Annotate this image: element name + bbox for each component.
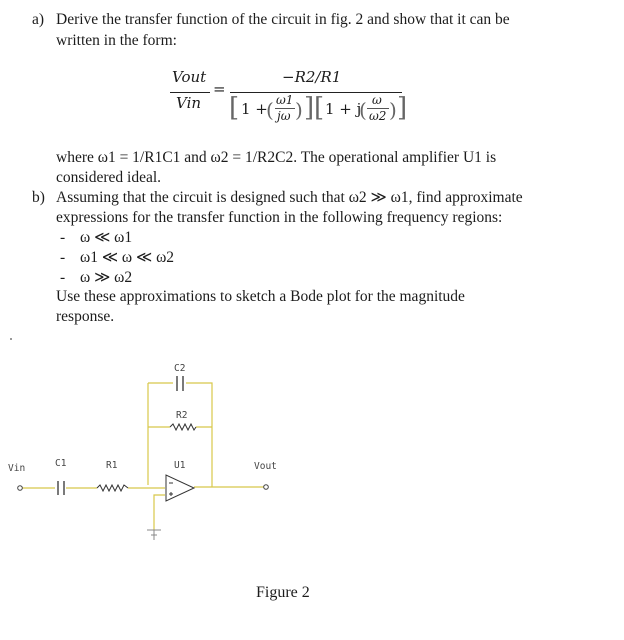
- vin-terminal: [18, 486, 23, 491]
- eq-w1: ω1: [276, 93, 294, 107]
- eq-one-a: 1 +: [241, 100, 268, 118]
- part-a-label: a): [32, 11, 45, 28]
- part-b-line2: expressions for the transfer function in the following frequency regions:: [56, 209, 503, 226]
- eq-bracket-close-1: ]: [304, 93, 315, 123]
- eq-w2: ω2: [369, 109, 387, 123]
- eq-one-b: 1 + j: [325, 100, 362, 118]
- eq-bracket-close-2: ]: [397, 93, 408, 123]
- eq-bracket-open-2: [: [314, 93, 325, 123]
- scan-speck: [10, 338, 12, 340]
- part-a-line2: written in the form:: [56, 32, 177, 49]
- ground-symbol: [147, 530, 161, 540]
- part-b-line4: response.: [56, 308, 115, 325]
- part-b-label: b): [32, 189, 45, 206]
- bullet-1: ω ≪ ω1: [80, 229, 133, 246]
- where-line2: considered ideal.: [56, 169, 162, 186]
- eq-lhs-denominator: Vin: [176, 94, 202, 112]
- bullet-2: ω1 ≪ ω ≪ ω2: [80, 249, 175, 266]
- where-line1: where ω1 = 1/R1C1 and ω2 = 1/R2C2. The operational amplifier U1 is: [56, 149, 497, 166]
- label-r2: R2: [176, 410, 188, 421]
- ground-wire: [154, 495, 165, 530]
- label-vout: Vout: [254, 461, 277, 472]
- part-b-line1: Assuming that the circuit is designed such that ω2 ≫ ω1, find approximate: [56, 189, 523, 206]
- bullet-3: ω ≫ ω2: [80, 269, 133, 286]
- resistor-r2: [170, 424, 196, 430]
- bullet-mark-2: -: [60, 249, 66, 266]
- part-a-line1: Derive the transfer function of the circuit in fig. 2 and show that it can be: [56, 11, 510, 28]
- eq-paren-open-a: (: [266, 98, 274, 122]
- eq-bracket-open-1: [: [229, 93, 240, 123]
- resistor-r1: [97, 485, 128, 491]
- eq-paren-close-a: ): [295, 98, 303, 122]
- label-u1: U1: [174, 460, 186, 471]
- eq-w: ω: [372, 93, 382, 107]
- eq-jw: jω: [277, 109, 291, 123]
- label-c2: C2: [174, 363, 186, 374]
- eq-paren-open-b: (: [359, 98, 367, 122]
- eq-rhs-numerator: −R2/R1: [282, 68, 342, 86]
- vout-terminal: [264, 485, 269, 490]
- label-c1: C1: [55, 458, 67, 469]
- eq-paren-close-b: ): [389, 98, 397, 122]
- capacitor-c2: [177, 376, 183, 391]
- bullet-mark-1: -: [60, 229, 66, 246]
- label-r1: R1: [106, 460, 118, 471]
- eq-lhs-fraction-line: [170, 92, 210, 93]
- bullet-mark-3: -: [60, 269, 66, 286]
- eq-equals: =: [213, 80, 226, 98]
- capacitor-c1: [58, 481, 64, 495]
- label-vin: Vin: [8, 463, 26, 474]
- figure-caption: Figure 2: [256, 584, 310, 601]
- opamp-u1: [166, 475, 194, 501]
- part-b-line3: Use these approximations to sketch a Bode plot for the magnitude: [56, 288, 465, 305]
- feedback-wire-top: [148, 383, 212, 487]
- eq-lhs-numerator: Vout: [172, 68, 207, 86]
